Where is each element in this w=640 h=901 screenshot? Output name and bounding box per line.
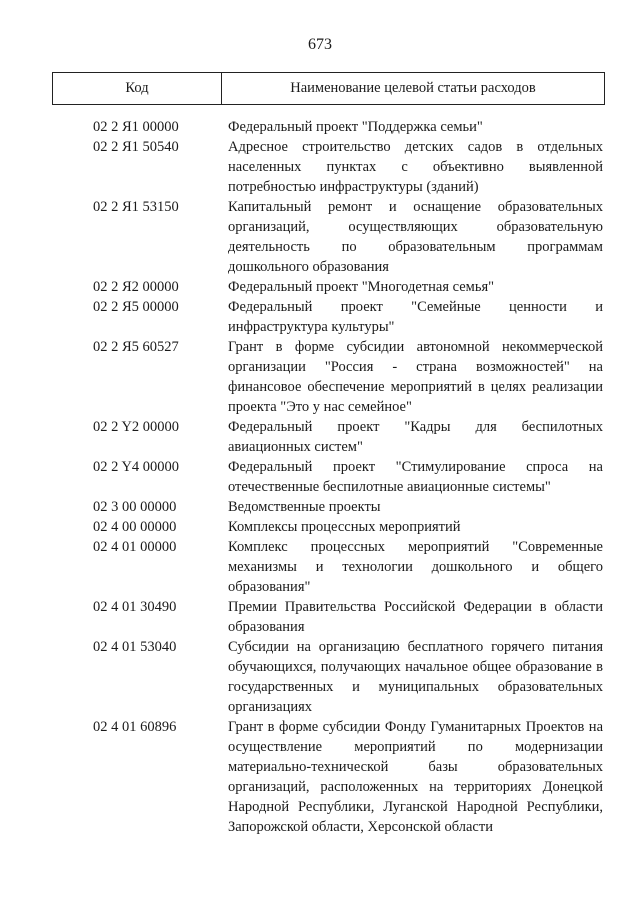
table-row xyxy=(0,197,640,277)
table-row xyxy=(0,457,640,497)
header-name-column: Наименование целевой статьи расходов xyxy=(290,80,536,96)
row-name: Капитальный ремонт и оснащение образовательных организаций, осуществляющих образовательную деятельность по образовательным программам дошкольного образования xyxy=(228,199,603,275)
row-name: Премии Правительства Российской Федерации в области образования xyxy=(228,599,603,635)
table-row xyxy=(0,497,640,517)
row-name: Федеральный проект "Кадры для беспилотных авиационных систем" xyxy=(228,419,603,455)
row-name: Комплекс процессных мероприятий "Современные механизмы и технологии дошкольного и общего образования" xyxy=(228,539,603,595)
header-code-column: Код xyxy=(53,73,222,104)
row-code: 02 2 Y4 00000 xyxy=(93,459,180,475)
table-row xyxy=(0,417,640,457)
row-name: Федеральный проект "Семейные ценности и инфраструктура культуры" xyxy=(228,299,603,335)
row-code: 02 4 01 00000 xyxy=(93,539,177,555)
row-code: 02 4 01 53040 xyxy=(93,639,177,655)
table-row xyxy=(0,637,640,717)
table-row xyxy=(0,277,640,297)
row-name: Федеральный проект "Поддержка семьи" xyxy=(228,119,483,135)
row-code: 02 3 00 00000 xyxy=(93,499,177,515)
row-name: Адресное строительство детских садов в отдельных населенных пунктах с объективно выявленной потребностью инфраструктуры (зданий) xyxy=(228,139,603,195)
row-code: 02 2 Я1 00000 xyxy=(93,119,179,135)
row-name: Ведомственные проекты xyxy=(228,499,381,515)
table-header xyxy=(52,72,605,105)
table-row xyxy=(0,717,640,837)
row-code: 02 2 Я5 60527 xyxy=(93,339,179,355)
row-code: 02 2 Я1 50540 xyxy=(93,139,179,155)
table-row xyxy=(0,297,640,337)
row-name: Грант в форме субсидии Фонду Гуманитарных Проектов на осуществление мероприятий по модернизации материально-технической базы образовательных организаций, расположенных на территориях Донецкой Народной Республики, Луганской Народной Республики, Запорожской области, Херсонской области xyxy=(228,719,603,835)
row-code: 02 2 Я1 53150 xyxy=(93,199,179,215)
table-row xyxy=(0,537,640,597)
row-code: 02 2 Я5 00000 xyxy=(93,299,179,315)
row-code: 02 4 01 30490 xyxy=(93,599,177,615)
row-code: 02 2 Y2 00000 xyxy=(93,419,180,435)
row-name: Комплексы процессных мероприятий xyxy=(228,519,461,535)
row-name: Субсидии на организацию бесплатного горячего питания обучающихся, получающих начальное общее образование в государственных и муниципальных образовательных организациях xyxy=(228,639,603,715)
page-number: 673 xyxy=(308,36,332,53)
row-name: Федеральный проект "Стимулирование спроса на отечественные беспилотные авиационные системы" xyxy=(228,459,603,495)
row-name: Федеральный проект "Многодетная семья" xyxy=(228,279,495,295)
row-code: 02 2 Я2 00000 xyxy=(93,279,179,295)
row-code: 02 4 01 60896 xyxy=(93,719,177,735)
table-row xyxy=(0,337,640,417)
table-row xyxy=(0,117,640,137)
table-body xyxy=(0,117,640,837)
table-row xyxy=(0,597,640,637)
row-name: Грант в форме субсидии автономной некоммерческой организации "Россия - страна возможностей" на финансовое обеспечение мероприятий в целях реализации проекта "Это у нас семейное" xyxy=(228,339,603,415)
table-row xyxy=(0,517,640,537)
row-code: 02 4 00 00000 xyxy=(93,519,177,535)
table-row xyxy=(0,137,640,197)
